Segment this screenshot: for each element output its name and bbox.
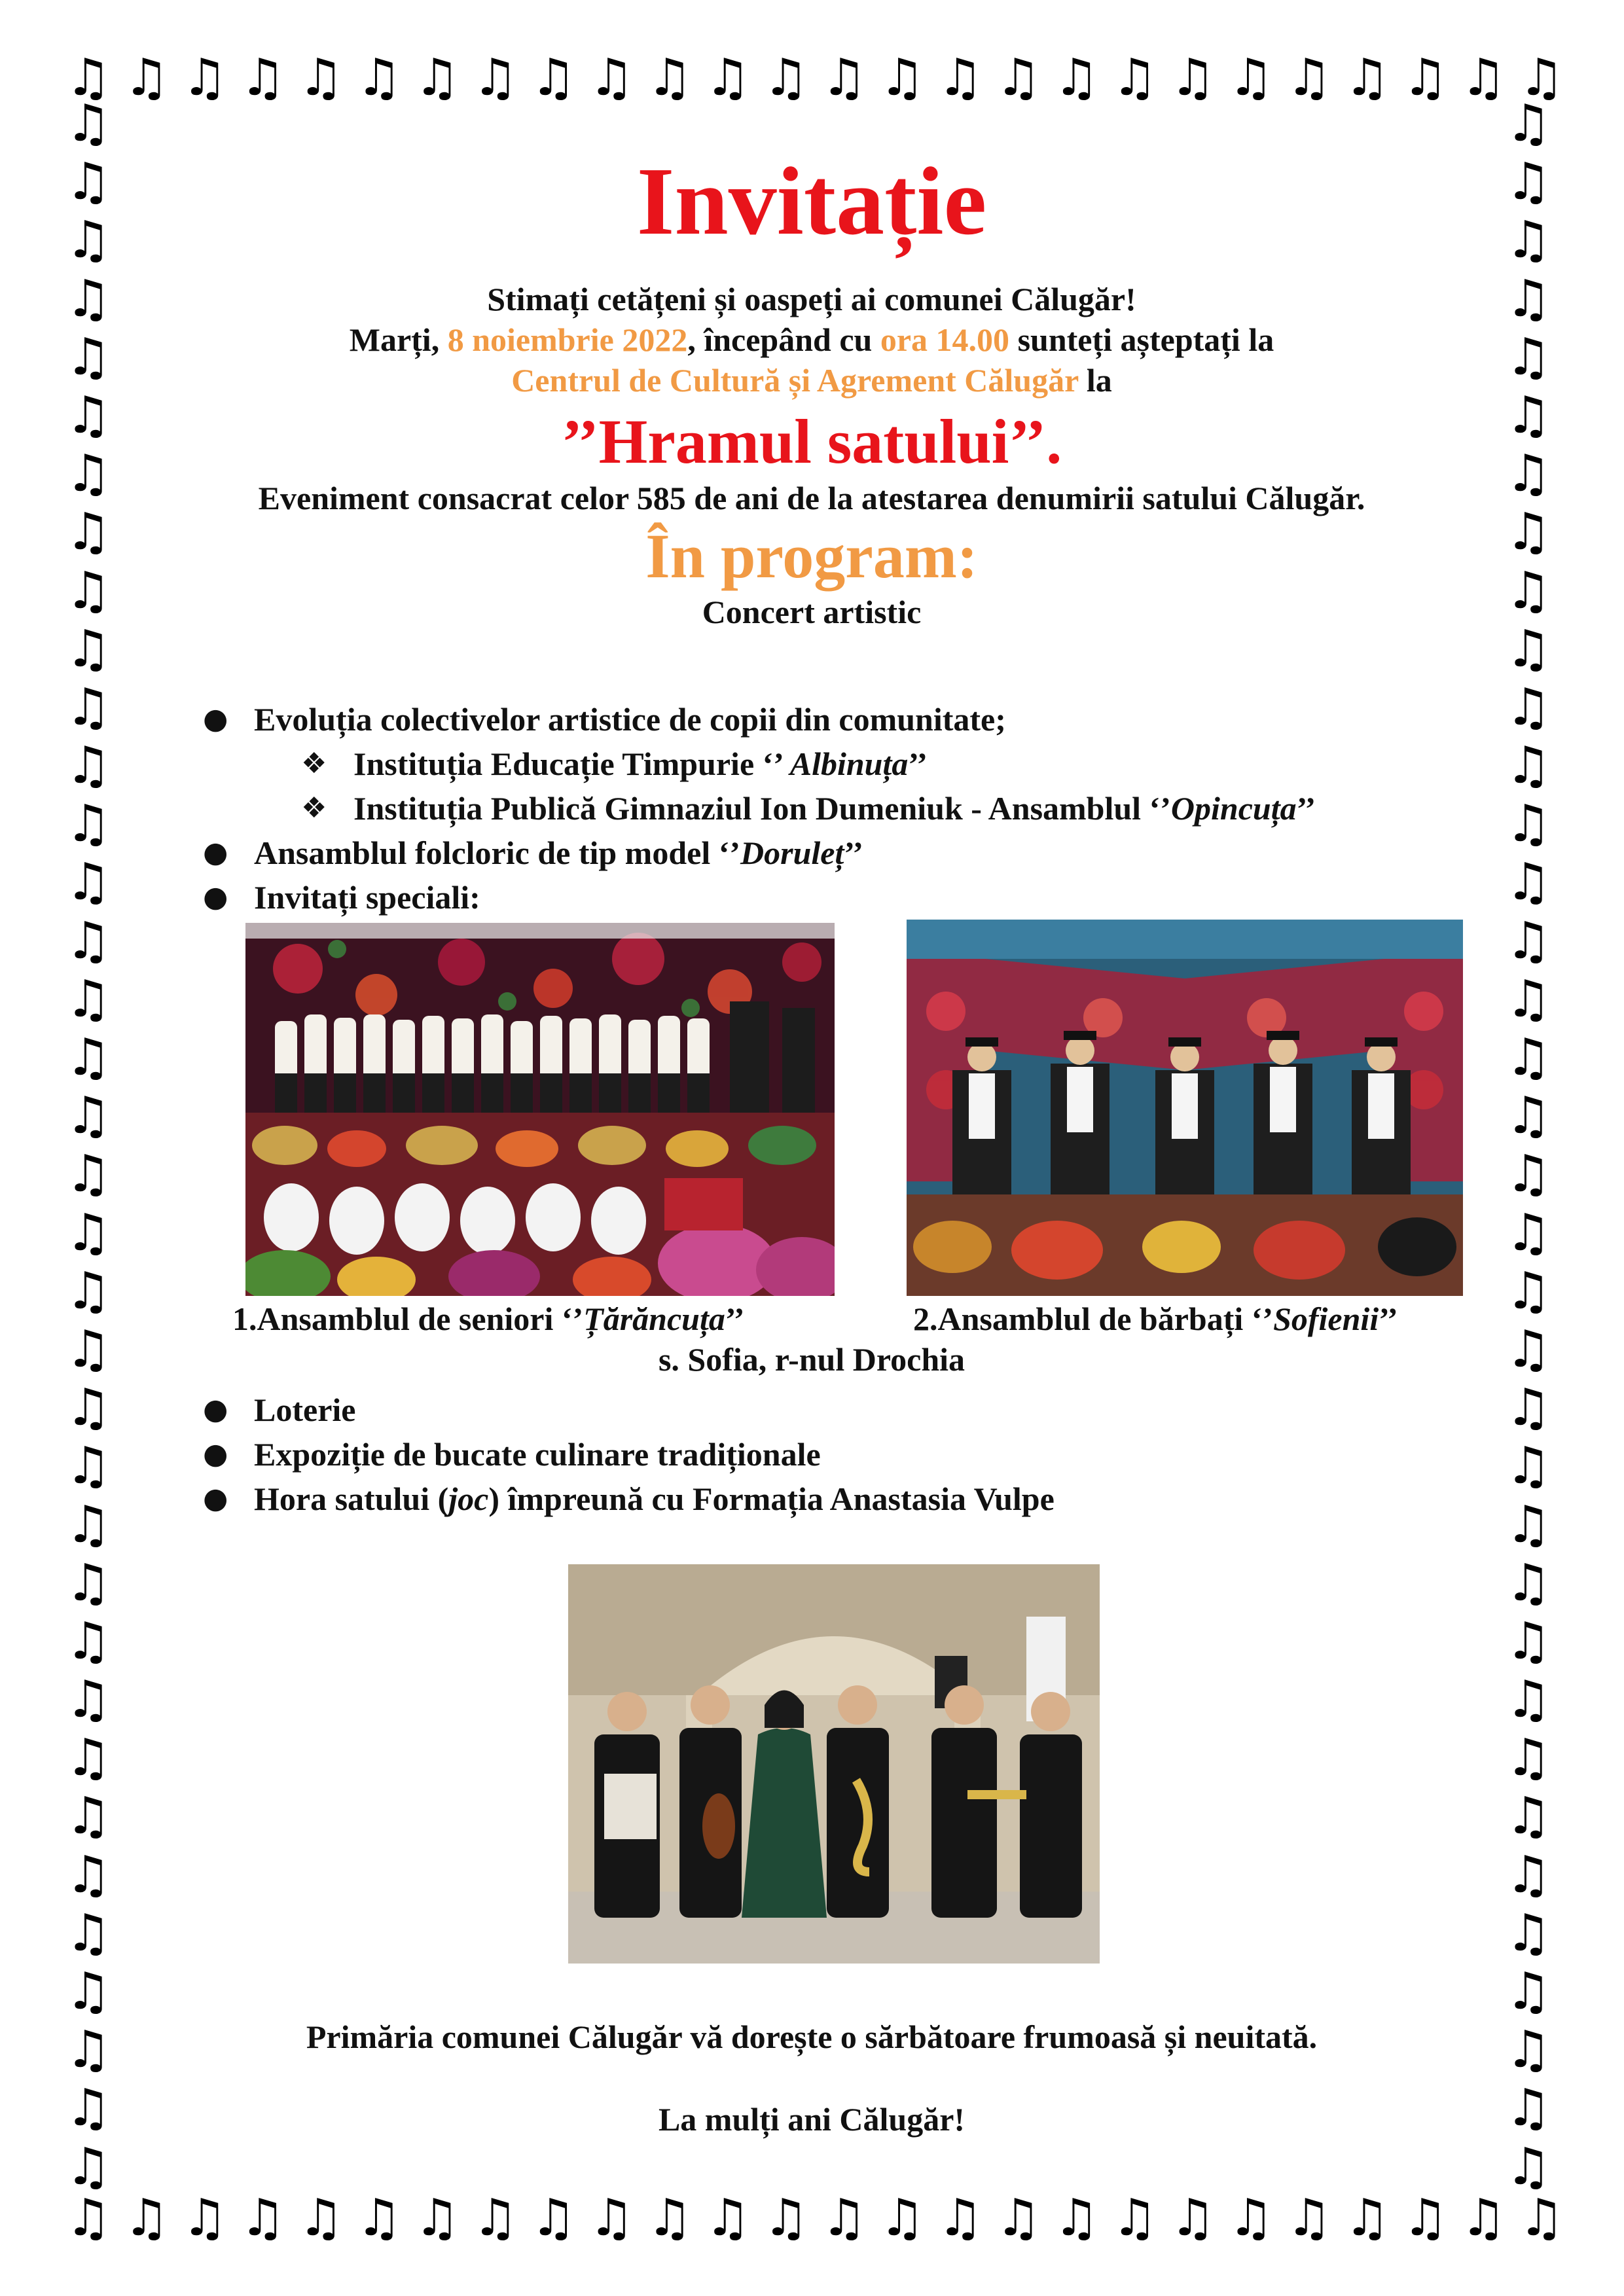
photo2-caption: 2.Ansamblul de bărbați ‘’Sofienii’’: [913, 1300, 1398, 1337]
music-note-icon: ♫: [1506, 1553, 1551, 1613]
music-note-icon: ♫: [65, 269, 111, 329]
music-note-icon: ♫: [1506, 2137, 1551, 2193]
photo1-caption: 1.Ansamblul de seniori ‘’Țărăncuța’’: [232, 1300, 745, 1337]
venue-line: Centrul de Cultură și Agrement Călugăr la: [511, 361, 1112, 399]
music-note-icon: ♫: [588, 2193, 635, 2248]
invitation-title: Invitație: [636, 148, 987, 255]
music-note-icon: ♫: [65, 2020, 111, 2080]
music-note-icon: ♫: [1506, 386, 1551, 445]
music-note-icon: ♫: [65, 1962, 111, 2021]
music-note-icon: ♫: [530, 52, 577, 107]
list-item: ● Evoluția colectivelor artistice de copii din comunitate;: [203, 697, 1316, 742]
event-venue: Centrul de Cultură și Agrement Călugăr: [511, 361, 1079, 399]
music-note-icon: ♫: [646, 52, 693, 107]
music-note-icon: ♫: [1506, 211, 1551, 270]
music-note-icon: ♫: [1506, 561, 1551, 620]
music-note-icon: ♫: [65, 52, 111, 107]
music-note-icon: ♫: [65, 1145, 111, 1204]
music-note-icon: ♫: [995, 52, 1041, 107]
bullet-icon: ●: [203, 1393, 228, 1426]
music-note-icon: ♫: [65, 1378, 111, 1438]
concert-subheading: Concert artistic: [702, 593, 922, 630]
music-note-icon: ♫: [588, 52, 635, 107]
footer-closing: La mulți ani Călugăr!: [658, 2101, 965, 2138]
music-note-icon: ♫: [1170, 2193, 1216, 2248]
music-note-icon: ♫: [1286, 52, 1332, 107]
music-note-icon: ♫: [65, 677, 111, 737]
music-note-icon: ♫: [65, 1319, 111, 1379]
program-heading: În program:: [645, 520, 978, 591]
music-note-icon: ♫: [1506, 677, 1551, 737]
music-note-icon: ♫: [65, 152, 111, 212]
music-note-icon: ♫: [821, 52, 867, 107]
music-note-icon: ♫: [1506, 1495, 1551, 1554]
music-note-icon: ♫: [65, 1729, 111, 1788]
music-note-icon: ♫: [1111, 2193, 1158, 2248]
music-note-icon: ♫: [1506, 444, 1551, 504]
music-note-icon: ♫: [65, 1611, 111, 1671]
music-note-icon: ♫: [240, 2193, 286, 2248]
music-note-icon: ♫: [879, 52, 926, 107]
music-note-border-bottom: [65, 2193, 1564, 2251]
music-note-icon: ♫: [65, 1670, 111, 1730]
music-note-icon: ♫: [65, 444, 111, 504]
music-note-icon: ♫: [123, 2193, 170, 2248]
music-note-icon: ♫: [1518, 52, 1564, 107]
music-note-icon: ♫: [65, 736, 111, 796]
music-note-icon: ♫: [65, 2137, 111, 2193]
bullet-icon: ●: [203, 1437, 228, 1471]
music-note-icon: ♫: [704, 52, 751, 107]
photo-seniors-ensemble: [245, 923, 835, 1296]
photo-band-anastasia-vulpe: [568, 1564, 1100, 1964]
music-note-icon: ♫: [1506, 911, 1551, 971]
music-note-icon: ♫: [1344, 52, 1390, 107]
music-note-icon: ♫: [65, 211, 111, 270]
program-list-continued: [203, 1388, 1055, 1521]
music-note-icon: ♫: [1506, 1670, 1551, 1730]
music-note-icon: ♫: [1402, 52, 1449, 107]
music-note-icon: ♫: [1053, 2193, 1100, 2248]
music-note-icon: ♫: [1227, 52, 1274, 107]
music-note-icon: ♫: [1344, 2193, 1390, 2248]
bullet-icon: ●: [203, 1482, 228, 1515]
music-note-icon: ♫: [1506, 736, 1551, 796]
music-note-icon: ♫: [1506, 1378, 1551, 1438]
music-note-icon: ♫: [181, 52, 228, 107]
diamond-bullet-icon: ❖: [301, 791, 327, 825]
date-time-line: Marți, 8 noiembrie 2022, începând cu ora 14.00 sunteți așteptați la: [349, 321, 1274, 358]
music-note-icon: ♫: [1518, 2193, 1564, 2248]
music-note-icon: ♫: [65, 1553, 111, 1613]
music-note-icon: ♫: [1506, 1962, 1551, 2021]
music-note-icon: ♫: [1286, 2193, 1332, 2248]
list-item: ● Invitați speciali:: [203, 875, 1316, 920]
music-note-icon: ♫: [181, 2193, 228, 2248]
music-note-icon: ♫: [65, 98, 111, 153]
music-note-icon: ♫: [1506, 1903, 1551, 1963]
music-note-icon: ♫: [240, 52, 286, 107]
music-note-icon: ♫: [1111, 52, 1158, 107]
music-note-icon: ♫: [472, 2193, 518, 2248]
music-note-icon: ♫: [1506, 2079, 1551, 2138]
bullet-icon: ●: [203, 880, 228, 914]
music-note-icon: ♫: [1506, 98, 1551, 153]
music-note-icon: ♫: [65, 1495, 111, 1554]
music-note-icon: ♫: [1506, 853, 1551, 912]
music-note-icon: ♫: [1506, 1787, 1551, 1846]
program-list: [203, 697, 1316, 920]
music-note-icon: ♫: [1506, 1437, 1551, 1496]
music-note-icon: ♫: [1402, 2193, 1449, 2248]
music-note-icon: ♫: [821, 2193, 867, 2248]
photo-mens-ensemble: [907, 920, 1463, 1296]
photo2-location: s. Sofia, r-nul Drochia: [658, 1341, 965, 1378]
diamond-bullet-icon: ❖: [301, 747, 327, 780]
music-note-icon: ♫: [414, 2193, 460, 2248]
music-note-icon: ♫: [472, 52, 518, 107]
list-item: ● Hora satului (joc) împreună cu Formația Anastasia Vulpe: [203, 1477, 1055, 1521]
footer-wish: Primăria comunei Călugăr vă dorește o sărbătoare frumoasă și neuitată.: [306, 2018, 1318, 2055]
music-note-icon: ♫: [65, 2193, 111, 2248]
music-note-icon: ♫: [1506, 795, 1551, 854]
list-item: ● Expoziție de bucate culinare tradiționale: [203, 1432, 1055, 1477]
music-note-icon: ♫: [1506, 1203, 1551, 1263]
event-time: ora 14.00: [880, 321, 1010, 358]
music-note-icon: ♫: [763, 2193, 809, 2248]
greeting-line: Stimați cetățeni și oaspeți ai comunei Călugăr!: [487, 280, 1136, 317]
music-note-icon: ♫: [65, 1028, 111, 1087]
music-note-icon: ♫: [1460, 52, 1507, 107]
music-note-icon: ♫: [1506, 1145, 1551, 1204]
music-note-icon: ♫: [879, 2193, 926, 2248]
music-note-border-left: [65, 98, 124, 2193]
music-note-icon: ♫: [298, 52, 344, 107]
music-note-icon: ♫: [65, 1203, 111, 1263]
music-note-icon: ♫: [65, 969, 111, 1029]
music-note-icon: ♫: [355, 2193, 402, 2248]
list-subitem: ❖ Instituția Educație Timpurie ‘’ Albinuța’’: [203, 742, 1316, 786]
music-note-icon: ♫: [937, 2193, 983, 2248]
music-note-icon: ♫: [1227, 2193, 1274, 2248]
music-note-icon: ♫: [65, 911, 111, 971]
music-note-icon: ♫: [65, 386, 111, 445]
music-note-icon: ♫: [414, 52, 460, 107]
music-note-icon: ♫: [1506, 1845, 1551, 1905]
music-note-icon: ♫: [1460, 2193, 1507, 2248]
music-note-icon: ♫: [355, 52, 402, 107]
music-note-icon: ♫: [646, 2193, 693, 2248]
music-note-icon: ♫: [65, 561, 111, 620]
music-note-icon: ♫: [65, 1845, 111, 1905]
music-note-icon: ♫: [704, 2193, 751, 2248]
list-item: ● Ansamblul folcloric de tip model ‘’Doruleț’’: [203, 831, 1316, 875]
music-note-icon: ♫: [1506, 152, 1551, 212]
music-note-icon: ♫: [298, 2193, 344, 2248]
music-note-icon: ♫: [65, 1086, 111, 1146]
list-subitem: ❖ Instituția Publică Gimnaziul Ion Dumeniuk - Ansamblul ‘’Opincuța’’: [203, 786, 1316, 831]
music-note-icon: ♫: [1170, 52, 1216, 107]
music-note-icon: ♫: [1506, 1086, 1551, 1146]
bullet-icon: ●: [203, 836, 228, 869]
event-date: 8 noiembrie 2022: [447, 321, 688, 358]
music-note-icon: ♫: [65, 1787, 111, 1846]
music-note-icon: ♫: [1506, 503, 1551, 562]
music-note-icon: ♫: [65, 2079, 111, 2138]
music-note-border-right: [1506, 98, 1564, 2193]
music-note-icon: ♫: [65, 853, 111, 912]
music-note-icon: ♫: [65, 1903, 111, 1963]
event-name: ’’Hramul satului’’.: [561, 406, 1062, 476]
music-note-icon: ♫: [1506, 1729, 1551, 1788]
invitation-header: [131, 144, 1492, 632]
music-note-icon: ♫: [65, 619, 111, 679]
music-note-icon: ♫: [763, 52, 809, 107]
music-note-icon: ♫: [65, 327, 111, 387]
music-note-icon: ♫: [65, 503, 111, 562]
music-note-icon: ♫: [937, 52, 983, 107]
bullet-icon: ●: [203, 702, 228, 736]
music-note-icon: ♫: [65, 795, 111, 854]
music-note-icon: ♫: [1053, 52, 1100, 107]
music-note-icon: ♫: [65, 1261, 111, 1321]
music-note-icon: ♫: [1506, 1028, 1551, 1087]
music-note-icon: ♫: [123, 52, 170, 107]
music-note-icon: ♫: [530, 2193, 577, 2248]
music-note-icon: ♫: [1506, 1319, 1551, 1379]
music-note-icon: ♫: [1506, 1261, 1551, 1321]
music-note-icon: ♫: [1506, 969, 1551, 1029]
dedication-line: Eveniment consacrat celor 585 de ani de la atestarea denumirii satului Călugăr.: [258, 479, 1365, 516]
music-note-icon: ♫: [1506, 2020, 1551, 2080]
music-note-icon: ♫: [1506, 1611, 1551, 1671]
list-item: ● Loterie: [203, 1388, 1055, 1432]
music-note-icon: ♫: [1506, 327, 1551, 387]
music-note-icon: ♫: [1506, 269, 1551, 329]
music-note-border-top: [65, 52, 1564, 111]
music-note-icon: ♫: [995, 2193, 1041, 2248]
music-note-icon: ♫: [65, 1437, 111, 1496]
music-note-icon: ♫: [1506, 619, 1551, 679]
